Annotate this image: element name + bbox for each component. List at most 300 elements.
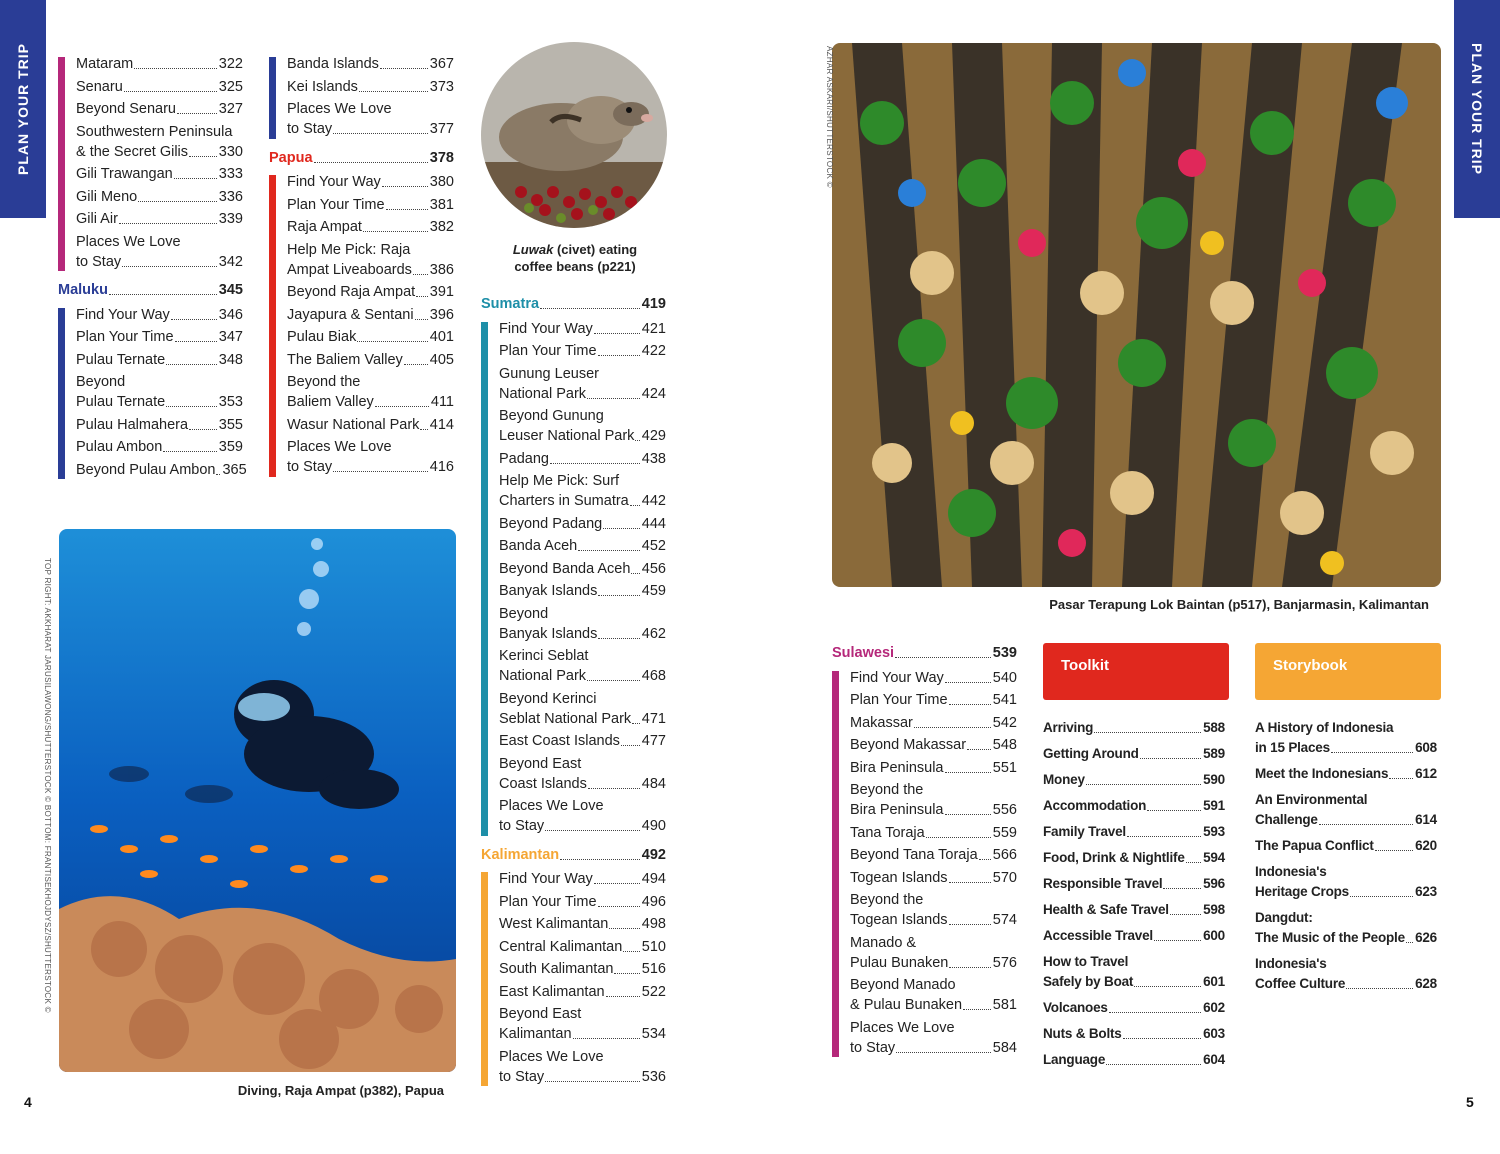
toc-entry[interactable]: [287, 372, 454, 415]
toc-entry[interactable]: [76, 327, 243, 350]
toc-entry[interactable]: [499, 1004, 666, 1047]
toc-entry[interactable]: [76, 54, 243, 77]
toc-entry[interactable]: [499, 689, 666, 732]
toc-entry-title-line1: Places We Love: [850, 1019, 955, 1036]
leader-dots: [587, 398, 640, 399]
toc-entry[interactable]: [850, 690, 1017, 713]
toc-entry-title: Banyak Islands: [499, 625, 598, 642]
toc-entry-title: Heritage Crops: [1255, 884, 1349, 899]
leader-dots: [949, 882, 991, 883]
toc-entry-title: Raja Ampat: [287, 219, 362, 235]
toc-entry-page: 353: [218, 394, 243, 410]
toc-entry-title-line1: Places We Love: [76, 233, 181, 250]
toc-entry[interactable]: [850, 975, 1017, 1018]
section-sulawesi[interactable]: Sulawesi 539: [832, 645, 1017, 661]
toc-entry-title-line1: How to Travel: [1043, 954, 1129, 969]
toc-entry[interactable]: [499, 731, 666, 754]
leader-dots: [945, 682, 991, 683]
toc-entry-page: 584: [992, 1039, 1017, 1056]
toc-entry[interactable]: [499, 869, 666, 892]
toc-entry-title-line1: Indonesia's: [1255, 956, 1327, 971]
toc-entry-page: 373: [429, 78, 454, 95]
toc-entry-title: in 15 Places: [1255, 740, 1330, 755]
toc-entry-title: Kei Islands: [287, 78, 358, 95]
market-photo-credit: AZHAR ASKARI/SHUTTERSTOCK ©: [825, 46, 834, 188]
leader-dots: [363, 231, 428, 232]
section-bar: [481, 322, 488, 836]
toc-entry[interactable]: [76, 415, 243, 438]
toc-entry[interactable]: [287, 437, 454, 480]
leader-dots: [621, 745, 640, 746]
toc-entry[interactable]: [499, 319, 666, 342]
toc-entry-page: 614: [1415, 812, 1437, 827]
toc-entry[interactable]: [287, 240, 454, 283]
leader-dots: [333, 133, 428, 134]
toc-entry[interactable]: [287, 99, 454, 142]
storybook-header[interactable]: [1255, 643, 1441, 700]
toc-entry[interactable]: [1043, 998, 1225, 1024]
toc-entry-title: Family Travel: [1043, 824, 1126, 839]
toc-entry-page: 566: [992, 847, 1017, 863]
toc-entry[interactable]: [499, 514, 666, 537]
toc-entry[interactable]: [287, 305, 454, 328]
toc-entry[interactable]: [76, 99, 243, 122]
toc-entry[interactable]: [499, 1047, 666, 1090]
nusa-tenggara-list: [58, 54, 243, 274]
toc-entry-title: Responsible Travel: [1043, 876, 1163, 891]
toc-entry-page: 490: [641, 818, 666, 834]
toc-entry-page: 608: [1415, 740, 1437, 755]
leader-dots: [587, 680, 640, 681]
toc-entry-title: Togean Islands: [850, 869, 948, 886]
side-tab-right-label: PLAN YOUR TRIP: [1469, 43, 1485, 175]
leader-dots: [1123, 1038, 1201, 1039]
leader-dots: [550, 463, 640, 464]
leader-dots: [166, 406, 217, 407]
toc-entry[interactable]: [1043, 1050, 1225, 1076]
toc-entry-title: Coast Islands: [499, 775, 587, 792]
toc-entry[interactable]: [499, 959, 666, 982]
toc-entry-title: Mataram: [76, 56, 134, 72]
toc-entry-page: 620: [1415, 838, 1437, 853]
toc-entry[interactable]: [850, 890, 1017, 933]
toc-entry-title-line1: Beyond: [76, 374, 126, 390]
toc-entry-title: Getting Around: [1043, 746, 1139, 761]
leader-dots: [119, 223, 217, 224]
toc-entry-page: 551: [992, 759, 1017, 776]
toc-entry-page: 548: [992, 737, 1017, 753]
leader-dots: [1170, 914, 1201, 915]
leader-dots: [189, 156, 217, 157]
toc-entry[interactable]: [499, 604, 666, 647]
toc-entry[interactable]: [499, 914, 666, 937]
toc-entry-title: Gili Air: [76, 211, 118, 227]
leader-dots: [598, 355, 640, 356]
toc-entry[interactable]: [1043, 822, 1225, 848]
toc-entry-page: 516: [641, 961, 666, 977]
toc-entry-title: Kalimantan: [499, 1026, 572, 1042]
leader-dots: [603, 528, 640, 529]
toc-entry-page: 342: [218, 253, 243, 270]
leader-dots: [1375, 850, 1413, 851]
toc-entry[interactable]: [76, 122, 243, 165]
leader-dots: [573, 1038, 640, 1039]
leader-dots: [134, 68, 217, 69]
toc-column-1: [58, 52, 247, 482]
toc-column-sulawesi: [832, 639, 1017, 1060]
toolkit-header[interactable]: [1043, 643, 1229, 700]
toc-entry[interactable]: [287, 350, 454, 373]
toc-entry-title-line1: An Environmental: [1255, 792, 1368, 807]
leader-dots: [1389, 778, 1413, 779]
floating-market-photo: [832, 43, 1441, 587]
leader-dots: [949, 967, 990, 968]
toc-entry-page: 444: [641, 515, 666, 532]
toc-entry[interactable]: [1043, 770, 1225, 796]
toc-entry[interactable]: [850, 735, 1017, 758]
leader-dots: [415, 319, 428, 320]
toc-entry-title: Accommodation: [1043, 798, 1147, 813]
toc-entry-title-line1: Beyond Gunung: [499, 408, 604, 424]
toc-entry-title: Plan Your Time: [499, 893, 597, 910]
toc-entry-page: 424: [641, 385, 666, 402]
leader-dots: [163, 451, 217, 452]
leader-dots: [380, 68, 428, 69]
toc-entry[interactable]: [287, 172, 454, 195]
toc-entry-title: & the Secret Gilis: [76, 143, 189, 160]
toc-entry-title: East Coast Islands: [499, 733, 620, 749]
toc-entry-page: 336: [218, 188, 243, 205]
toc-entry[interactable]: [1255, 790, 1437, 836]
toc-entry[interactable]: [287, 217, 454, 240]
leader-dots: [1109, 1012, 1201, 1013]
section-bar: [832, 671, 839, 1058]
toc-entry[interactable]: [1043, 744, 1225, 770]
toc-entry-page: 347: [218, 329, 243, 345]
storybook-title: Storybook: [1273, 657, 1348, 674]
toc-entry[interactable]: [76, 187, 243, 210]
toc-entry-title: Padang: [499, 450, 549, 467]
leader-dots: [174, 178, 217, 179]
leader-dots: [1319, 824, 1413, 825]
toc-entry-title: Arriving: [1043, 720, 1094, 735]
toc-entry-page: 477: [641, 733, 666, 749]
toc-entry[interactable]: [850, 868, 1017, 891]
toc-entry[interactable]: [76, 305, 243, 328]
toc-entry-page: 542: [992, 714, 1017, 731]
toc-entry-title-line1: Beyond Kerinci: [499, 690, 597, 707]
leader-dots: [122, 266, 217, 267]
toc-entry[interactable]: [1043, 900, 1225, 926]
toc-entry-title: Beyond Padang: [499, 515, 603, 532]
toc-entry-title: Plan Your Time: [287, 196, 385, 213]
toc-entry-page: 386: [429, 261, 454, 278]
leader-dots: [1406, 942, 1413, 943]
toc-entry[interactable]: [287, 77, 454, 100]
side-tab-left: [0, 0, 46, 218]
toc-entry-page: 322: [218, 56, 243, 72]
toolkit-title: Toolkit: [1061, 657, 1110, 674]
toc-entry-page: 574: [992, 912, 1017, 928]
toc-entry[interactable]: [499, 559, 666, 582]
toc-entry-page: 380: [429, 174, 454, 190]
toc-entry-title: Pulau Ambon: [76, 439, 163, 455]
toc-entry[interactable]: [499, 796, 666, 839]
toc-entry-page: 333: [218, 166, 243, 182]
sulawesi-list: [832, 668, 1017, 1061]
toc-entry-page: 556: [992, 802, 1017, 818]
toc-entry-title: Central Kalimantan: [499, 938, 623, 955]
toc-entry-title-line1: Southwestern Peninsula: [76, 123, 233, 140]
leader-dots: [386, 209, 428, 210]
toc-entry-title: Find Your Way: [76, 306, 170, 323]
toc-entry-title: Beyond Raja Ampat: [287, 284, 416, 300]
toc-entry-page: 421: [641, 320, 666, 337]
diving-illustration: [59, 529, 456, 1072]
leader-dots: [416, 296, 428, 297]
toc-entry[interactable]: [499, 364, 666, 407]
toc-entry-page: 414: [429, 416, 454, 433]
toc-entry-page: 559: [992, 824, 1017, 841]
toc-entry[interactable]: [1255, 908, 1437, 954]
section-bar: [481, 872, 488, 1086]
toc-entry-title-line1: Beyond the: [850, 892, 924, 908]
toc-entry-title: Find Your Way: [850, 669, 944, 686]
toc-entry-title: Plan Your Time: [499, 343, 597, 359]
toc-entry[interactable]: [850, 758, 1017, 781]
toc-entry-title-line1: Gunung Leuser: [499, 365, 599, 382]
diving-photo-credit: TOP RIGHT: AKKHARAT JARUSILAWONG/SHUTTERSTOCK © BOTTOM: FRANTISEKHOJDYSZ/SHUTTERSTOCK ©: [43, 558, 52, 1013]
toc-entry-page: 462: [641, 625, 666, 642]
toc-entry-title: Baliem Valley: [287, 394, 374, 410]
toc-entry[interactable]: [499, 449, 666, 472]
toc-entry-title: Jayapura & Sentani: [287, 306, 414, 323]
maluku-cont-list: [269, 54, 454, 142]
toc-entry[interactable]: [76, 460, 247, 483]
toc-entry[interactable]: [1043, 718, 1225, 744]
leader-dots: [1186, 862, 1201, 863]
leader-dots: [967, 749, 991, 750]
toc-entry-title: The Music of the People: [1255, 930, 1405, 945]
toc-entry[interactable]: [850, 1018, 1017, 1061]
toc-entry[interactable]: [287, 415, 454, 438]
section-bar: [269, 175, 276, 477]
leader-dots: [138, 201, 217, 202]
toc-entry[interactable]: [499, 646, 666, 689]
toc-entry-title: Togean Islands: [850, 912, 948, 928]
leader-dots: [979, 859, 991, 860]
toc-entry-page: 365: [222, 461, 247, 478]
toc-entry[interactable]: [1043, 848, 1225, 874]
leader-dots: [588, 788, 640, 789]
toc-entry-page: 456: [641, 560, 666, 577]
toc-entry-title: to Stay: [499, 1068, 545, 1085]
toc-entry-page: 626: [1415, 930, 1437, 945]
toc-entry-title: Makassar: [850, 714, 913, 731]
toc-entry[interactable]: [499, 471, 666, 514]
toc-entry[interactable]: [499, 406, 666, 449]
toc-entry[interactable]: [76, 77, 243, 100]
toc-entry-page: 330: [218, 143, 243, 160]
toc-entry-page: 346: [218, 306, 243, 323]
toc-entry[interactable]: [1043, 926, 1225, 952]
leader-dots: [1127, 836, 1201, 837]
toc-entry-page: 594: [1203, 850, 1225, 865]
leader-dots: [614, 973, 639, 974]
leader-dots: [963, 1009, 991, 1010]
toc-entry[interactable]: [1043, 796, 1225, 822]
toc-entry-title: The Papua Conflict: [1255, 838, 1374, 853]
toc-entry-title-line1: Places We Love: [499, 798, 604, 814]
toc-entry[interactable]: [1255, 718, 1437, 764]
market-caption: Pasar Terapung Lok Baintan (p517), Banjarmasin, Kalimantan: [1049, 597, 1429, 612]
toc-entry-title: to Stay: [850, 1039, 896, 1056]
section-bar: [269, 57, 276, 139]
leader-dots: [413, 274, 428, 275]
toc-entry[interactable]: [499, 892, 666, 915]
toc-entry-title: Find Your Way: [499, 871, 593, 887]
toc-entry-title: Meet the Indonesians: [1255, 766, 1389, 781]
civet-photo: [481, 42, 667, 228]
toc-entry-title: Pulau Halmahera: [76, 416, 189, 433]
toc-entry[interactable]: [1043, 874, 1225, 900]
toc-entry[interactable]: [499, 581, 666, 604]
toc-entry-page: 401: [429, 329, 454, 345]
toc-entry-title: Wasur National Park: [287, 416, 420, 433]
toc-entry-page: 494: [641, 871, 666, 887]
toc-entry-page: 534: [641, 1026, 666, 1042]
leader-dots: [357, 341, 427, 342]
toc-entry[interactable]: [287, 54, 454, 77]
leader-dots: [545, 1081, 640, 1082]
toc-entry-page: 540: [992, 669, 1017, 686]
toc-entry[interactable]: [499, 937, 666, 960]
toc-entry-page: 536: [641, 1068, 666, 1085]
page-number-right: 5: [1466, 1094, 1474, 1110]
toc-entry-page: 581: [992, 997, 1017, 1013]
toc-entry[interactable]: [287, 282, 454, 305]
toc-entry-title: Food, Drink & Nightlife: [1043, 850, 1185, 865]
toc-entry[interactable]: [850, 933, 1017, 976]
toc-entry-title: Challenge: [1255, 812, 1318, 827]
toc-entry[interactable]: [850, 713, 1017, 736]
leader-dots: [1154, 940, 1201, 941]
toc-entry-page: 588: [1203, 720, 1225, 735]
toc-entry-page: 422: [641, 343, 666, 359]
toc-entry-page: 590: [1203, 772, 1225, 787]
section-sumatra[interactable]: Sumatra 419: [481, 296, 666, 312]
section-maluku[interactable]: Maluku 345: [58, 282, 243, 298]
toc-entry-title: Health & Safe Travel: [1043, 902, 1169, 917]
toc-entry-page: 601: [1203, 974, 1225, 989]
toc-entry[interactable]: [850, 780, 1017, 823]
toc-entry[interactable]: [76, 437, 243, 460]
toc-entry[interactable]: [76, 164, 243, 187]
toc-entry[interactable]: [850, 845, 1017, 868]
toc-entry[interactable]: [1043, 1024, 1225, 1050]
toc-entry[interactable]: [287, 195, 454, 218]
toc-entry-title: Accessible Travel: [1043, 928, 1153, 943]
leader-dots: [1147, 810, 1201, 811]
leader-dots: [216, 474, 220, 475]
toc-entry[interactable]: [76, 232, 243, 275]
toc-entry-title: Safely by Boat: [1043, 974, 1134, 989]
toc-entry-title: Pulau Biak: [287, 329, 357, 345]
maluku-list: [58, 305, 247, 483]
leader-dots: [333, 471, 428, 472]
toc-entry[interactable]: [1255, 764, 1437, 790]
leader-dots: [1086, 784, 1201, 785]
toc-entry-title: Leuser National Park: [499, 428, 635, 444]
toc-entry[interactable]: [76, 350, 243, 373]
toc-entry-title: to Stay: [287, 121, 333, 137]
toc-entry-title-line1: Beyond East: [499, 1006, 582, 1022]
toc-entry-title: South Kalimantan: [499, 961, 614, 977]
toc-entry-title: Banda Aceh: [499, 538, 578, 554]
leader-dots: [189, 429, 217, 430]
toc-entry[interactable]: [76, 209, 243, 232]
toc-entry-page: 348: [218, 351, 243, 368]
papua-list: [269, 172, 454, 480]
toolkit-list: [1043, 718, 1225, 1076]
toc-entry-title: Money: [1043, 772, 1085, 787]
toc-entry[interactable]: [499, 754, 666, 797]
toc-entry-title-line1: Beyond the: [850, 782, 924, 798]
sumatra-list: [481, 319, 666, 839]
toc-entry[interactable]: [499, 982, 666, 1005]
toc-entry[interactable]: [850, 823, 1017, 846]
toc-entry[interactable]: [499, 536, 666, 559]
toc-entry-page: 602: [1203, 1000, 1225, 1015]
leader-dots: [926, 837, 991, 838]
toc-entry-page: 596: [1203, 876, 1225, 891]
page-number-left: 4: [24, 1094, 32, 1110]
section-bar: [58, 308, 65, 480]
side-tab-left-label: PLAN YOUR TRIP: [15, 43, 31, 175]
toc-entry[interactable]: [1043, 952, 1225, 998]
leader-dots: [171, 319, 217, 320]
leader-dots: [609, 928, 639, 929]
toc-entry-page: 377: [429, 121, 454, 137]
toc-entry-page: 628: [1415, 976, 1437, 991]
section-kalimantan[interactable]: Kalimantan 492: [481, 846, 666, 863]
toc-entry-title-line1: Places We Love: [499, 1048, 604, 1065]
toc-entry-page: 496: [641, 893, 666, 910]
toc-entry-page: 396: [429, 306, 454, 323]
toc-entry-title: Bira Peninsula: [850, 802, 944, 818]
leader-dots: [545, 830, 640, 831]
toc-entry[interactable]: [287, 327, 454, 350]
toc-entry-page: 325: [218, 78, 243, 95]
toc-entry-title-line1: Beyond Manado: [850, 977, 956, 993]
leader-dots: [949, 704, 991, 705]
toc-entry-title: Seblat National Park: [499, 710, 632, 727]
leader-dots: [175, 341, 217, 342]
leader-dots: [945, 772, 991, 773]
toc-entry-page: 510: [641, 938, 666, 955]
toc-entry[interactable]: [1255, 862, 1437, 908]
toc-entry[interactable]: [1255, 954, 1437, 1000]
toc-entry-page: 598: [1203, 902, 1225, 917]
section-papua[interactable]: Papua 378: [269, 149, 454, 166]
toc-entry-title-line1: Manado &: [850, 934, 917, 951]
toc-entry[interactable]: [499, 341, 666, 364]
leader-dots: [594, 333, 640, 334]
leader-dots: [598, 906, 640, 907]
toc-entry[interactable]: [1255, 836, 1437, 862]
toc-entry[interactable]: [850, 668, 1017, 691]
toc-entry[interactable]: [76, 372, 243, 415]
